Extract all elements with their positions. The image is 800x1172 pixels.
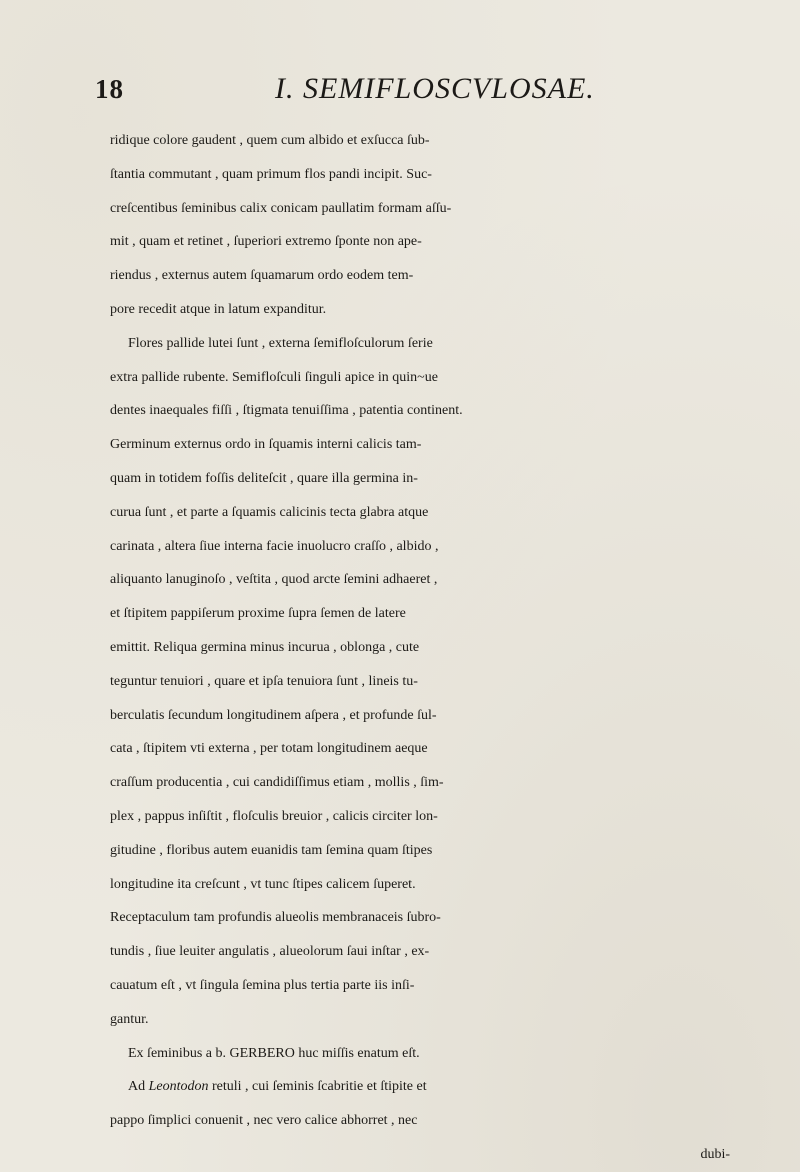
- text-line: berculatis ſecundum longitudinem aſpera , et profunde ſul-: [110, 707, 437, 723]
- text-line: cauatum eſt , vt ſingula ſemina plus tertia parte iis inſi-: [110, 977, 415, 993]
- text-line: carinata , altera ſiue interna facie inuolucro craſſo , albido ,: [110, 538, 439, 554]
- text-line: Flores pallide lutei ſunt , externa ſemifloſculorum ſerie: [128, 335, 433, 351]
- text-line: aliquanto lanuginoſo , veſtita , quod arcte ſemini adhaeret ,: [110, 572, 438, 588]
- page-header: [95, 74, 775, 114]
- text-line: quam in totidem foſſis deliteſcit , quare illa germina in-: [110, 470, 418, 486]
- text-line: plex , pappus inſiſtit , floſculis breuior , calicis circiter lon-: [110, 808, 438, 824]
- text-line: longitudine ita creſcunt , vt tunc ſtipes calicem ſuperet.: [110, 876, 416, 892]
- text-line: ridique colore gaudent , quem cum albido et exſucca ſub-: [110, 133, 430, 148]
- text-line: Germinum externus ordo in ſquamis interni calicis tam-: [110, 437, 422, 453]
- text-line: pore recedit atque in latum expanditur.: [110, 301, 327, 317]
- text-line: gitudine , floribus autem euanidis tam ſemina quam ſtipes: [110, 842, 433, 858]
- text-line: creſcentibus ſeminibus calix conicam paullatim formam aſſu-: [110, 200, 452, 216]
- catchword: dubi-: [700, 1146, 730, 1162]
- text-fragment: Ad: [128, 1079, 149, 1095]
- text-line: craſſum producentia , cui candidiſſimus etiam , mollis , ſim-: [110, 775, 444, 791]
- text-line: cata , ſtipitem vti externa , per totam longitudinem aeque: [110, 741, 428, 757]
- text-line: ſtantia commutant , quam primum flos pandi incipit. Suc-: [110, 166, 432, 182]
- running-head: I. SEMIFLOSCVLOSAE.: [275, 72, 595, 105]
- text-line: pappo ſimplici conuenit , nec vero calice abhorret , nec: [110, 1113, 418, 1129]
- text-line: gantur.: [110, 1011, 149, 1027]
- text-line: et ſtipitem pappiſerum proxime ſupra ſemen de latere: [110, 606, 406, 622]
- text-line: extra pallide rubente. Semifloſculi ſinguli apice in quin~ue: [110, 369, 438, 385]
- text-line: dentes inaequales fiſſi , ſtigmata tenuiſſima , patentia continent.: [110, 403, 463, 419]
- text-line: [110, 1070, 790, 1104]
- text-line: Ex ſeminibus a b. GERBERO huc miſſis enatum eſt.: [128, 1045, 420, 1061]
- text-line: mit , quam et retinet , ſuperiori extremo ſponte non ape-: [110, 234, 422, 250]
- text-line: tundis , ſiue leuiter angulatis , alueolorum ſaui inſtar , ex-: [110, 944, 430, 960]
- genus-name: Leontodon: [148, 1079, 209, 1095]
- text-line: riendus , externus autem ſquamarum ordo eodem tem-: [110, 268, 414, 284]
- text-fragment: retuli , cui ſeminis ſcabritie et ſtipite et: [208, 1079, 427, 1095]
- text-line: Receptaculum tam profundis alueolis membranaceis ſubro-: [110, 910, 441, 926]
- text-line: curua ſunt , et parte a ſquamis calicinis tecta glabra atque: [110, 504, 429, 520]
- body-text: [110, 124, 790, 1172]
- text-line: teguntur tenuiori , quare et ipſa tenuiora ſunt , lineis tu-: [110, 673, 418, 689]
- page-number: 18: [95, 74, 124, 104]
- text-line: emittit. Reliqua germina minus incurua , oblonga , cute: [110, 639, 420, 655]
